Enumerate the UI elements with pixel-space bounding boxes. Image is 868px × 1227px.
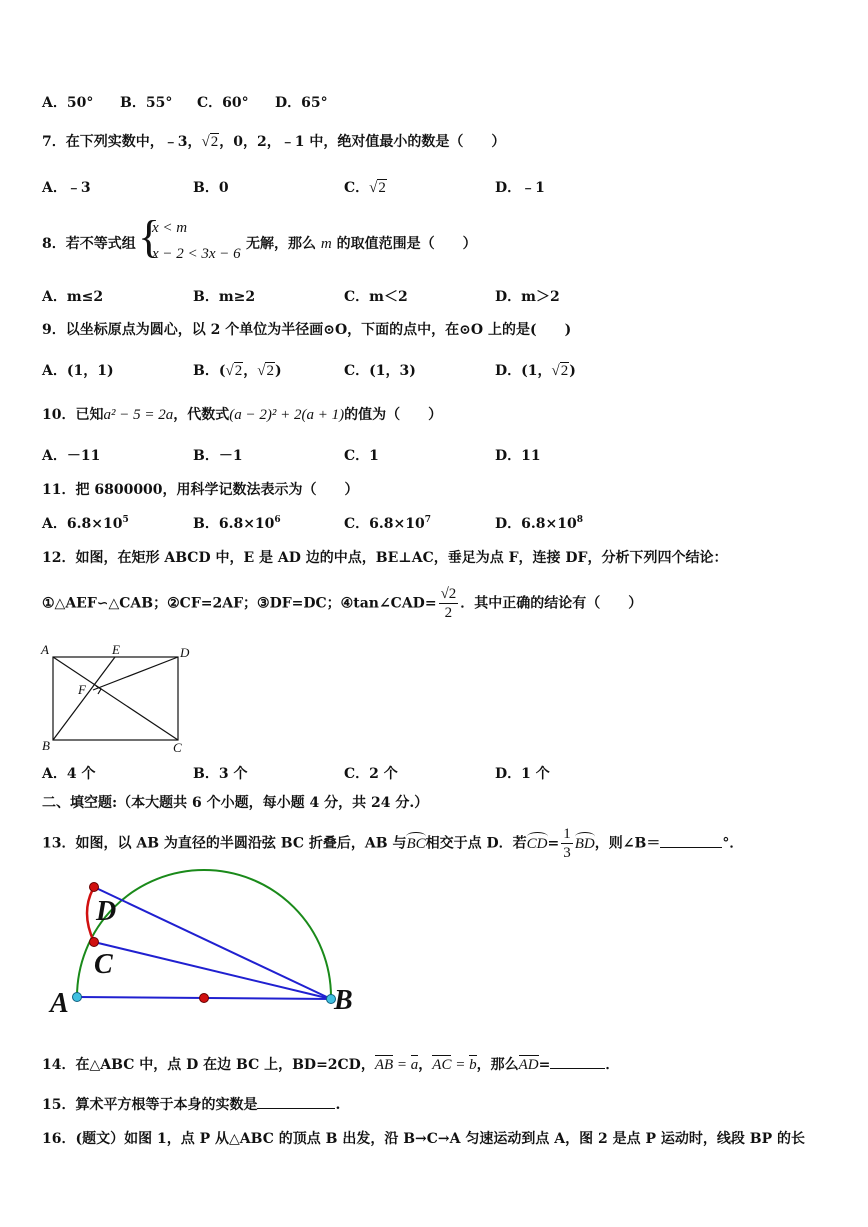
- q12-conclusions-text: ①△AEF∽△CAB；②CF=2AF；③DF=DC；④tan∠CAD=: [42, 595, 437, 612]
- q15-answer-blank[interactable]: [257, 1108, 335, 1109]
- q13-semicircle-figure: [40, 860, 370, 1025]
- label-a: A: [50, 988, 69, 1019]
- segment-db: [94, 887, 331, 999]
- q8-option-c: C．m＜2: [344, 289, 408, 305]
- q6-option-a: A．50°: [42, 95, 94, 111]
- q8-option-b: B．m≥2: [193, 289, 256, 305]
- q13-fraction: [561, 825, 573, 862]
- label-d: D: [180, 645, 190, 660]
- q13-arc-bd: BD: [575, 832, 595, 853]
- q14-prefix: 14．在△ABC 中，点 D 在边 BC 上，BD=2CD，: [42, 1057, 375, 1073]
- sqrt-symbol: √2: [225, 363, 243, 379]
- q10-expression: (a − 2)² + 2(a + 1): [229, 407, 345, 423]
- q10-suffix: 的值为（ ）: [344, 407, 443, 423]
- q11-option-a-base: A．6.8×10: [42, 516, 123, 532]
- q16-stem: 16．(题文）如图 1，点 P 从△ABC 的顶点 B 出发，沿 B→C→A 匀速运动到点 A，图 2 是点 P 运动时，线段 BP 的长: [42, 1131, 805, 1147]
- q12-option-d: D．1 个: [495, 766, 550, 782]
- q11-option-d-base: D．6.8×10: [495, 516, 577, 532]
- q9-option-b-sqrt1: 2: [234, 363, 243, 379]
- q9-option-d: D．(1，√2): [495, 363, 576, 379]
- q6-option-b: B．55°: [120, 95, 173, 111]
- q12-option-c: C．2 个: [344, 766, 398, 782]
- q11-option-b-base: B．6.8×10: [193, 516, 275, 532]
- q10-option-d: D．11: [495, 448, 541, 464]
- q14-stem: [42, 1054, 619, 1074]
- q9-option-a: A．(1，1): [42, 363, 114, 379]
- q10-option-a: A．－11: [42, 448, 101, 464]
- section-2-heading: 二、填空题:（本大题共 6 个小题，每小题 4 分，共 24 分.）: [42, 795, 429, 811]
- q6-option-c: C．60°: [197, 95, 249, 111]
- q8-suffix-b: 的取值范围是（ ）: [331, 236, 477, 252]
- q7-option-d: D．﹣1: [495, 180, 545, 196]
- q13-mid: 相交于点 D．若: [425, 835, 527, 852]
- q10-equation: a² − 5 = 2a: [103, 407, 174, 423]
- q14-tail: ．: [605, 1057, 620, 1073]
- q10-mid: ，代数式: [173, 407, 230, 423]
- label-b: B: [334, 985, 353, 1016]
- q9-option-d-label: D．(1，: [495, 363, 552, 379]
- diagonal-ac: [53, 657, 178, 740]
- label-c: C: [94, 949, 113, 980]
- label-f: F: [78, 682, 86, 697]
- q13-prefix: 13．如图，以 AB 为直径的半圆沿弦 BC 折叠后，AB 与: [42, 835, 407, 852]
- q12-option-b: B．3 个: [193, 766, 248, 782]
- center-marker: [200, 994, 209, 1003]
- q8-suffix-a: 无解，那么: [246, 236, 321, 252]
- label-b: B: [42, 738, 50, 753]
- q8-option-d: D．m＞2: [495, 289, 560, 305]
- label-d: D: [96, 896, 117, 927]
- semicircle-arc: [77, 870, 331, 997]
- q11-option-a-exp: 5: [122, 515, 129, 525]
- q7-sqrt: 2: [210, 134, 219, 150]
- q11-option-c-base: C．6.8×10: [344, 516, 425, 532]
- label-c: C: [173, 740, 182, 755]
- q13-stem: [42, 825, 743, 862]
- sqrt-symbol: √2: [551, 363, 569, 379]
- point-d-marker: [90, 883, 99, 892]
- q7-option-c: [344, 177, 387, 197]
- q9-option-b: B．(√2，√2): [193, 363, 282, 379]
- q11-stem: 11．把 6800000，用科学记数法表示为（ ）: [42, 482, 359, 498]
- q7-option-b: B．0: [193, 180, 229, 196]
- sqrt-symbol: √2: [369, 180, 386, 196]
- chord-bc: [94, 942, 331, 999]
- q13-equals: =: [547, 835, 560, 852]
- q9-stem: 9．以坐标原点为圆心，以 2 个单位为半径画⊙O，下面的点中，在⊙O 上的是( ): [42, 322, 572, 338]
- q12-fraction: [439, 585, 459, 622]
- sqrt-symbol: √2: [201, 134, 219, 150]
- q8-var: m: [320, 236, 332, 252]
- q7-stem: [42, 131, 505, 151]
- q8-system-line2: x − 2 < 3x − 6: [152, 246, 241, 262]
- q14-equals-2: =: [451, 1057, 470, 1073]
- q7-prefix: 7．在下列实数中，﹣3，: [42, 134, 202, 150]
- q10-stem: [42, 404, 442, 424]
- q13-fraction-num: 1: [563, 826, 571, 842]
- q6-option-d: D．65°: [275, 95, 328, 111]
- left-brace-symbol: {: [138, 211, 161, 262]
- segment-be: [53, 657, 115, 740]
- q8-option-a: A．m≤2: [42, 289, 104, 305]
- q14-mid: ，那么: [476, 1057, 519, 1073]
- segment-df: [93, 657, 178, 690]
- q15-stem: [42, 1094, 340, 1114]
- q14-vector-ac: AC: [432, 1057, 452, 1073]
- q9-option-b-label: B．(: [193, 363, 226, 379]
- sqrt-symbol: √2: [257, 363, 274, 379]
- q13-answer-blank[interactable]: [660, 847, 722, 848]
- q13-tail-a: ，则∠B＝: [594, 835, 661, 852]
- q10-option-b: B．－1: [193, 448, 243, 464]
- q13-tail-b: °．: [722, 835, 744, 852]
- q14-vector-b: b: [469, 1057, 477, 1073]
- q12-conclusions: [42, 585, 642, 622]
- q14-answer-blank[interactable]: [550, 1068, 605, 1069]
- q8-suffix: [246, 233, 477, 253]
- point-c-marker: [90, 938, 99, 947]
- q11-option-a: [42, 513, 129, 533]
- q10-prefix: 10．已知: [42, 407, 104, 423]
- q13-arc-bc: BC: [406, 832, 425, 853]
- label-e: E: [112, 642, 120, 657]
- q15-prefix: 15．算术平方根等于本身的实数是: [42, 1097, 258, 1113]
- q13-arc-cd: CD: [527, 832, 548, 853]
- q15-tail: .: [335, 1097, 341, 1113]
- q14-equals-1: =: [393, 1057, 411, 1073]
- q14-separator: ，: [418, 1057, 433, 1073]
- q12-fraction-den: 2: [444, 605, 453, 621]
- q7-option-a: A．﹣3: [42, 180, 91, 196]
- point-a-marker: [73, 993, 82, 1002]
- q9-option-d-sqrt: 2: [560, 363, 569, 379]
- q7-option-c-label: C．: [344, 180, 370, 196]
- q7-suffix: ，0，2，﹣1 中，绝对值最小的数是（ ）: [219, 134, 506, 150]
- q10-option-c: C．1: [344, 448, 379, 464]
- q11-option-b: [193, 513, 281, 533]
- q12-fraction-num: √2: [440, 586, 457, 602]
- q9-option-b-sqrt2: 2: [266, 363, 274, 379]
- q14-equals-3: =: [538, 1057, 551, 1073]
- q14-vector-ab: AB: [374, 1057, 394, 1073]
- q11-option-c-exp: 7: [424, 515, 431, 525]
- q12-tail: ．其中正确的结论有（ ）: [460, 595, 643, 612]
- q7-option-c-sqrt: 2: [378, 180, 386, 196]
- q8-prefix: 8．若不等式组: [42, 236, 136, 252]
- q12-stem: 12．如图，在矩形 ABCD 中，E 是 AD 边的中点，BE⊥AC，垂足为点 F，连接 DF，分析下列四个结论：: [42, 550, 728, 566]
- q12-option-a: A．4 个: [42, 766, 96, 782]
- q13-fraction-den: 3: [563, 845, 571, 861]
- q11-option-b-exp: 6: [274, 515, 281, 525]
- q12-rectangle-figure: [38, 640, 198, 755]
- q9-option-c: C．(1，3): [344, 363, 416, 379]
- q14-vector-a: a: [410, 1057, 419, 1073]
- label-a: A: [41, 642, 49, 657]
- q11-option-c: [344, 513, 431, 533]
- q8-system-line1: x < m: [152, 220, 188, 236]
- q11-option-d-exp: 8: [576, 515, 583, 525]
- q11-option-d: [495, 513, 583, 533]
- q14-vector-ad: AD: [518, 1057, 539, 1073]
